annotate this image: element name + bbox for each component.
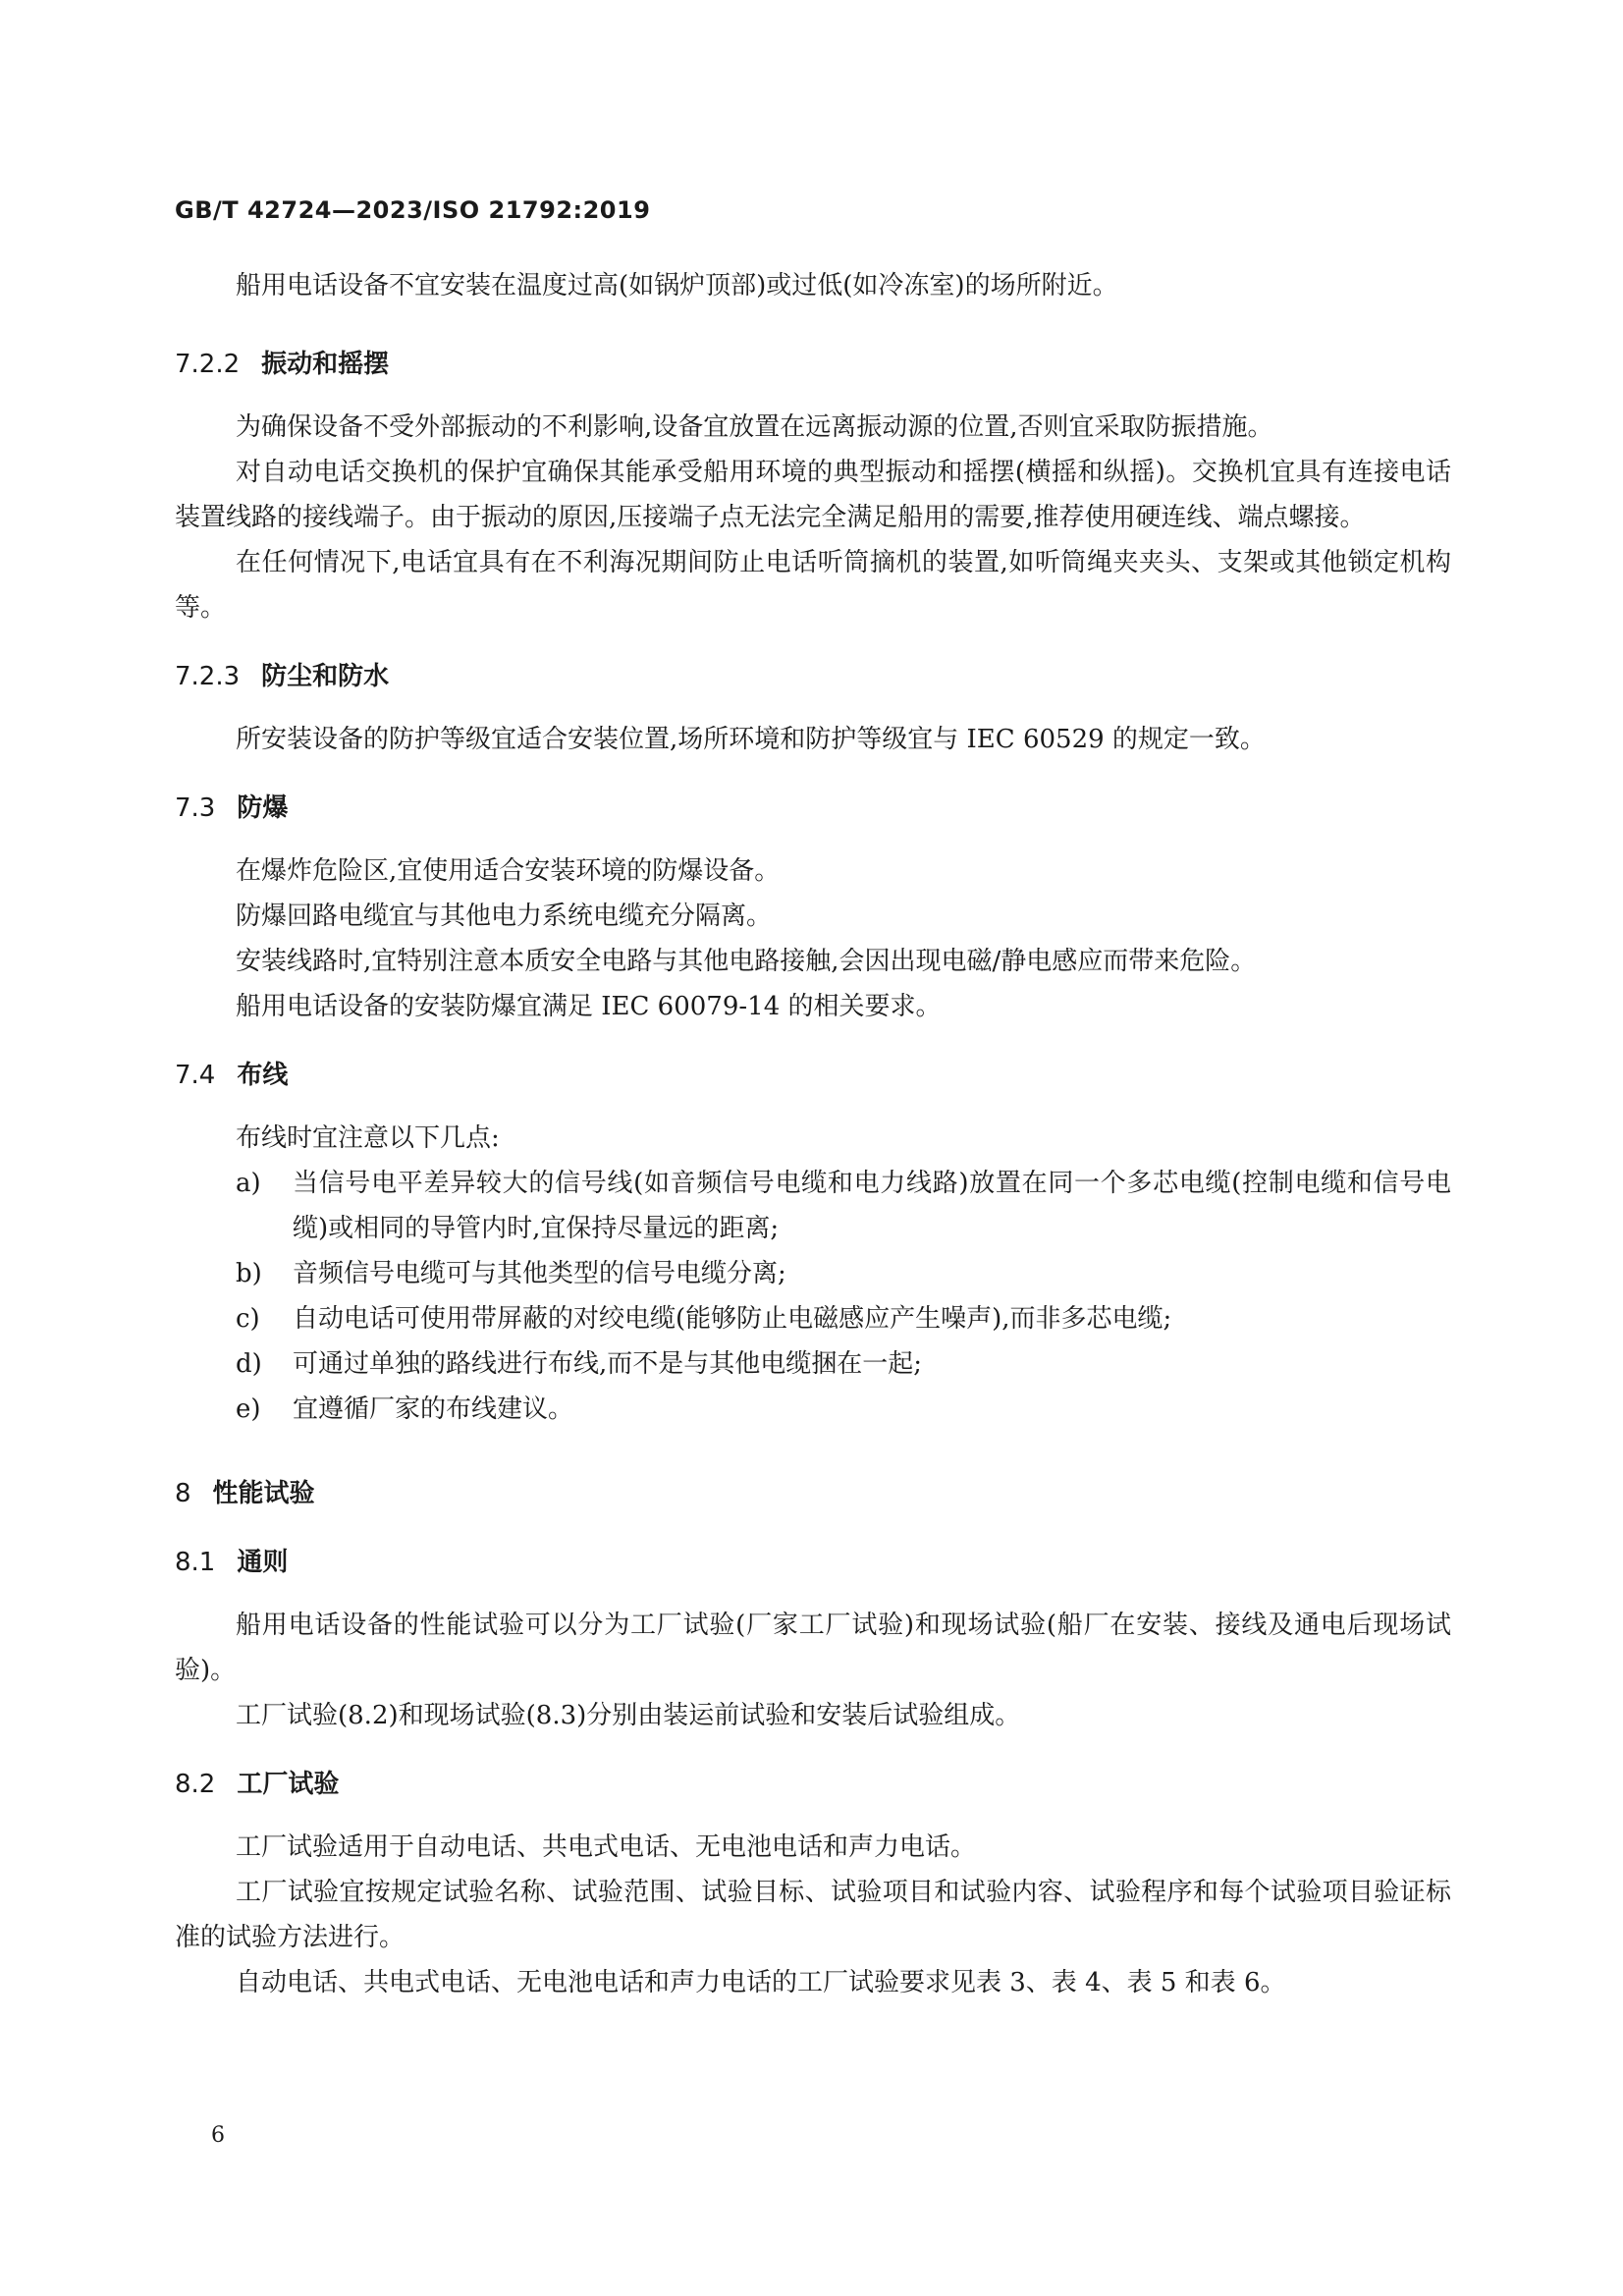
section-8-2-heading xyxy=(175,1762,1451,1807)
section-title: 防尘和防水 xyxy=(261,662,390,691)
list-item-text: 可通过单独的路线进行布线,而不是与其他电缆捆在一起; xyxy=(293,1349,923,1379)
paragraph: 船用电话设备的安装防爆宜满足 IEC 60079-14 的相关要求。 xyxy=(236,992,942,1021)
paragraph: 安装线路时,宜特别注意本质安全电路与其他电路接触,会因出现电磁/静电感应而带来危险。 xyxy=(236,947,1257,976)
section-number: 7.4 xyxy=(175,1061,216,1090)
chapter-8-heading xyxy=(175,1471,1451,1516)
page-number: 6 xyxy=(211,2123,225,2148)
list-item xyxy=(175,1341,1451,1387)
paragraph: 对自动电话交换机的保护宜确保其能承受船用环境的典型振动和摇摆(横摇和纵摇)。交换机宜具有连接电话装置线路的接线端子。由于振动的原因,压接端子点无法完全满足船用的需要,推荐使用硬连线、端点螺接。 xyxy=(175,458,1451,532)
paragraph: 自动电话、共电式电话、无电池电话和声力电话的工厂试验要求见表 3、表 4、表 5 和表 6。 xyxy=(236,1968,1286,1997)
list-item-text: 自动电话可使用带屏蔽的对绞电缆(能够防止电磁感应产生噪声),而非多芯电缆; xyxy=(293,1304,1172,1334)
paragraph: 工厂试验适用于自动电话、共电式电话、无电池电话和声力电话。 xyxy=(236,1832,977,1862)
intro-paragraph: 船用电话设备不宜安装在温度过高(如锅炉顶部)或过低(如冷冻室)的场所附近。 xyxy=(236,271,1118,301)
list-marker: d) xyxy=(236,1349,262,1379)
paragraph: 为确保设备不受外部振动的不利影响,设备宜放置在远离振动源的位置,否则宜采取防振措施。 xyxy=(236,412,1273,442)
paragraph: 防爆回路电缆宜与其他电力系统电缆充分隔离。 xyxy=(236,902,773,931)
list-lead: 布线时宜注意以下几点: xyxy=(236,1123,500,1153)
paragraph: 工厂试验宜按规定试验名称、试验范围、试验目标、试验项目和试验内容、试验程序和每个试验项目验证标准的试验方法进行。 xyxy=(175,1878,1451,1952)
chapter-number: 8 xyxy=(175,1479,191,1508)
document-body xyxy=(175,263,1451,2005)
section-8-1-heading xyxy=(175,1540,1451,1585)
standard-header: GB/T 42724—2023/ISO 21792:2019 xyxy=(175,196,651,224)
section-7-2-2-heading xyxy=(175,342,1451,387)
list-item xyxy=(175,1387,1451,1432)
section-title: 工厂试验 xyxy=(237,1770,340,1799)
section-7-4-heading xyxy=(175,1053,1451,1098)
paragraph: 在爆炸危险区,宜使用适合安装环境的防爆设备。 xyxy=(236,856,781,886)
paragraph: 在任何情况下,电话宜具有在不利海况期间防止电话听筒摘机的装置,如听筒绳夹夹头、支架或其他锁定机构等。 xyxy=(175,548,1451,623)
section-title: 防爆 xyxy=(237,793,289,823)
list-marker: a) xyxy=(236,1169,261,1198)
paragraph: 船用电话设备的性能试验可以分为工厂试验(厂家工厂试验)和现场试验(船厂在安装、接线及通电后现场试验)。 xyxy=(175,1611,1451,1685)
section-7-3-heading xyxy=(175,786,1451,831)
section-title: 布线 xyxy=(237,1061,289,1090)
section-number: 8.1 xyxy=(175,1548,216,1577)
section-number: 7.2.2 xyxy=(175,350,241,379)
list-marker: c) xyxy=(236,1304,260,1334)
section-7-2-3-heading xyxy=(175,654,1451,699)
section-number: 8.2 xyxy=(175,1770,216,1799)
list-item-text: 音频信号电缆可与其他类型的信号电缆分离; xyxy=(293,1259,786,1288)
list-marker: b) xyxy=(236,1259,262,1288)
section-title: 通则 xyxy=(237,1548,289,1577)
paragraph: 所安装设备的防护等级宜适合安装位置,场所环境和防护等级宜与 IEC 60529 的规定一致。 xyxy=(236,725,1266,754)
list-item-text: 宜遵循厂家的布线建议。 xyxy=(293,1394,574,1424)
list-item-text: 当信号电平差异较大的信号线(如音频信号电缆和电力线路)放置在同一个多芯电缆(控制电缆和信号电缆)或相同的导管内时,宜保持尽量远的距离; xyxy=(293,1169,1451,1243)
paragraph: 工厂试验(8.2)和现场试验(8.3)分别由装运前试验和安装后试验组成。 xyxy=(236,1701,1021,1730)
section-number: 7.2.3 xyxy=(175,662,241,691)
section-title: 振动和摇摆 xyxy=(261,350,390,379)
chapter-title: 性能试验 xyxy=(212,1479,315,1508)
list-marker: e) xyxy=(236,1394,261,1424)
list-item xyxy=(175,1161,1451,1251)
list-item xyxy=(175,1251,1451,1296)
section-number: 7.3 xyxy=(175,793,216,823)
list-item xyxy=(175,1296,1451,1341)
